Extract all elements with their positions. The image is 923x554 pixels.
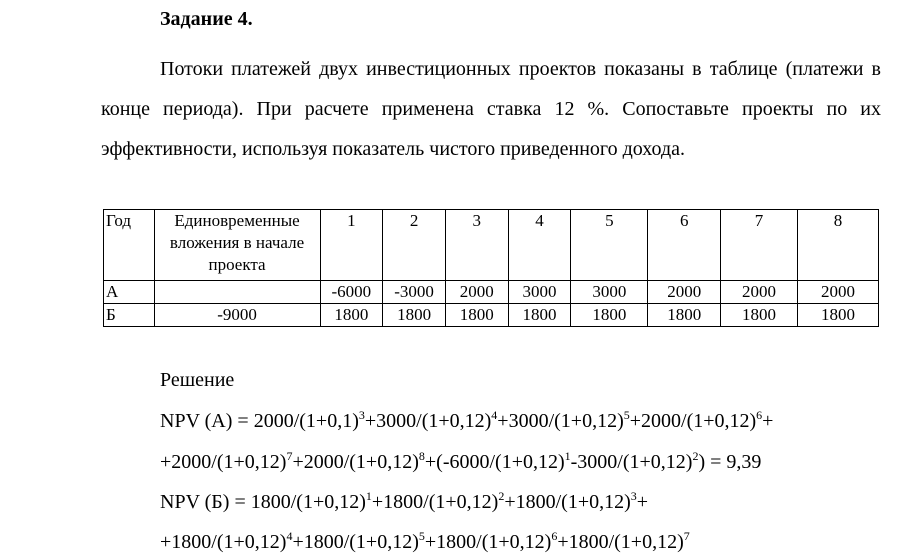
header-cell: Единовременные вложения в начале проекта xyxy=(154,210,320,281)
formula-text: + xyxy=(636,491,649,513)
formula-text: +1800/(1+0,12) xyxy=(424,531,552,553)
table-row xyxy=(104,304,879,327)
table-cell: -9000 xyxy=(154,304,320,327)
exponent: 3 xyxy=(630,489,637,503)
formula-text: +(-6000/(1+0,12) xyxy=(424,451,565,473)
formula-line xyxy=(160,410,773,433)
table-cell: 1800 xyxy=(721,304,798,327)
formula-text: +3000/(1+0,12) xyxy=(497,410,624,432)
exponent: 8 xyxy=(418,449,425,463)
formula-text: +1800/(1+0,12) xyxy=(160,531,287,553)
formula-text: +2000/(1+0,12) xyxy=(292,451,419,473)
table-header-row xyxy=(104,210,879,281)
formula-text: -3000/(1+0,12) xyxy=(570,451,693,473)
table-cell: А xyxy=(104,281,155,304)
table-row xyxy=(104,281,879,304)
table-cell xyxy=(154,281,320,304)
exponent: 4 xyxy=(491,408,498,422)
payments-table xyxy=(103,209,879,327)
task-title: Задание 4. xyxy=(160,8,253,30)
table-cell: 2000 xyxy=(648,281,721,304)
formula-text: + xyxy=(762,410,774,432)
exponent: 1 xyxy=(365,489,372,503)
formula-text: NPV (А) = 2000/(1+0,1) xyxy=(160,410,359,432)
table-cell: 1800 xyxy=(445,304,508,327)
table-cell: 1800 xyxy=(508,304,571,327)
exponent: 6 xyxy=(551,529,558,543)
table-cell: -6000 xyxy=(320,281,383,304)
formula-text: +1800/(1+0,12) xyxy=(504,491,631,513)
task-paragraph: Потоки платежей двух инвестиционных проектов показаны в таблице (платежи в конце периода). При расчете применена ставка 12 %. Сопоставьте проекты по их эффективности, используя показатель чистого приведенного дохода. xyxy=(101,58,881,160)
exponent: 5 xyxy=(623,408,630,422)
exponent: 4 xyxy=(286,529,293,543)
header-cell: Год xyxy=(104,210,155,281)
header-cell: 1 xyxy=(320,210,383,281)
table-cell: -3000 xyxy=(383,281,446,304)
table-cell: Б xyxy=(104,304,155,327)
table-cell: 1800 xyxy=(571,304,648,327)
formula-line-partial xyxy=(160,531,690,554)
formula-text: +1800/(1+0,12) xyxy=(371,491,499,513)
exponent: 7 xyxy=(683,529,690,543)
exponent: 3 xyxy=(358,408,365,422)
table-cell: 2000 xyxy=(445,281,508,304)
table-cell: 3000 xyxy=(508,281,571,304)
table-cell: 2000 xyxy=(798,281,879,304)
header-cell: 4 xyxy=(508,210,571,281)
table-cell: 2000 xyxy=(721,281,798,304)
formula-text: +1800/(1+0,12) xyxy=(557,531,684,553)
solution-heading: Решение xyxy=(160,369,235,391)
header-cell: 6 xyxy=(648,210,721,281)
exponent: 1 xyxy=(564,449,571,463)
formula-text: +1800/(1+0,12) xyxy=(292,531,419,553)
formula-text: ) = 9,39 xyxy=(698,451,762,473)
formula-text: +2000/(1+0,12) xyxy=(629,410,757,432)
header-cell: 8 xyxy=(798,210,879,281)
formula-line xyxy=(160,451,761,474)
header-cell: 2 xyxy=(383,210,446,281)
header-cell: 7 xyxy=(721,210,798,281)
table-cell: 1800 xyxy=(648,304,721,327)
formula-line xyxy=(160,491,648,514)
exponent: 5 xyxy=(418,529,425,543)
exponent: 6 xyxy=(756,408,763,422)
formula-text: +2000/(1+0,12) xyxy=(160,451,287,473)
header-cell: 3 xyxy=(445,210,508,281)
formula-text: NPV (Б) = 1800/(1+0,12) xyxy=(160,491,366,513)
table-cell: 1800 xyxy=(383,304,446,327)
exponent: 7 xyxy=(286,449,293,463)
exponent: 2 xyxy=(692,449,699,463)
table-cell: 1800 xyxy=(320,304,383,327)
exponent: 2 xyxy=(498,489,505,503)
header-cell: 5 xyxy=(571,210,648,281)
table-cell: 3000 xyxy=(571,281,648,304)
table-cell: 1800 xyxy=(798,304,879,327)
formula-text: +3000/(1+0,12) xyxy=(364,410,492,432)
